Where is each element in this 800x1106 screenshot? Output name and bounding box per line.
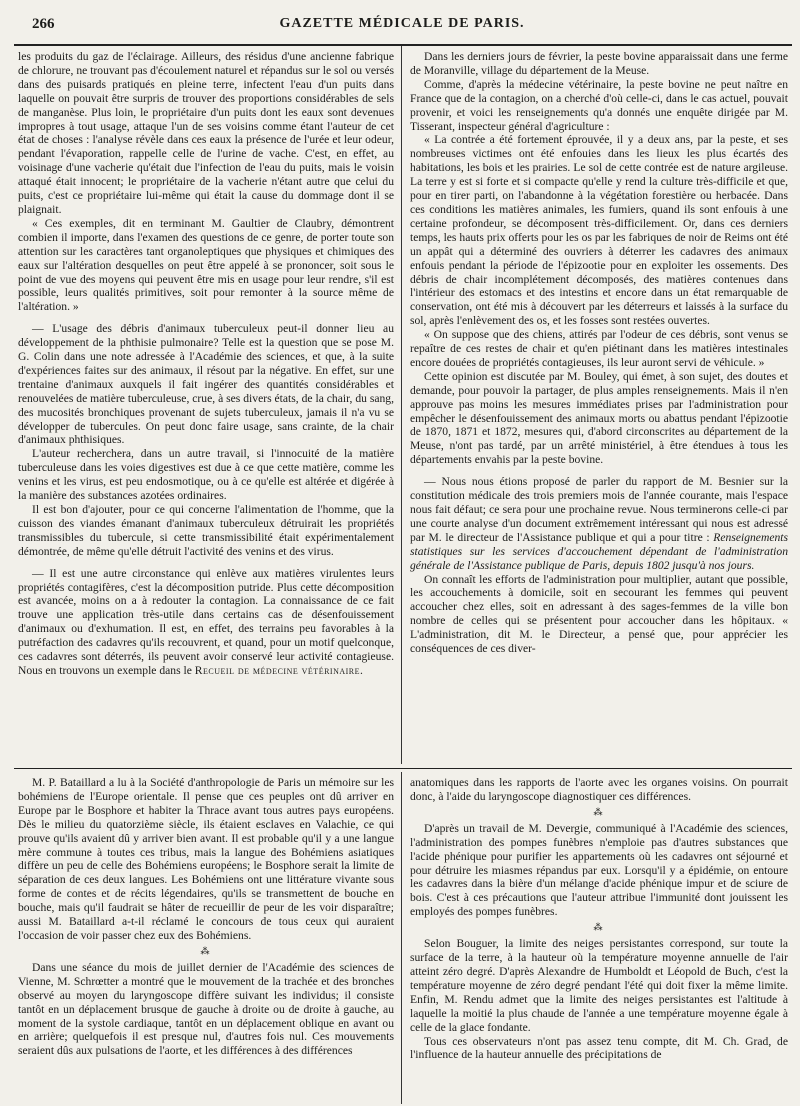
column-top-right [410,50,788,656]
paragraph: Selon Bouguer, la limite des neiges persistantes correspond, sur toute la surface de la terre, à la hauteur où la température moyenne annuelle de l'air atteint zéro degré. D'après Alexandre de Humboldt et Léopold de Buch, c'est la température moyenne de zéro degré pendant l'été qui doit fixer la même limite. Enfin, M. Rendu admet que la limite des neiges persistantes est l'altitude à laquelle la moitié la plus chaude de l'année a une température moyenne égale à celle de la glace fondante. [410,937,788,1034]
paragraph: — L'usage des débris d'animaux tuberculeux peut-il donner lieu au développement de la phthisie pulmonaire? Telle est la question que se pose M. G. Colin dans une note adressée à l'Académie des sciences, et que, à la suite d'expériences faites sur des animaux, il résout par la négative. En effet, sur une trentaine d'animaux auxquels il fait ingérer des quantités considérables et renouvelées de matière tuberculeuse, crue, à ses divers états, de la chair, du sang, des mucosités bronchiques provenant de sujets tuberculeux, jamais il n'a vu se développer de tubercules. On peut donc faire usage, sans crainte, de la chair d'animaux phthisiques. [18,322,394,447]
header-rule [14,44,792,46]
section-separator-stars: ⁂ [593,806,605,817]
paragraph: Dans une séance du mois de juillet dernier de l'Académie des sciences de Vienne, M. Schrœtter a montré que le mouvement de la trachée et des bronches observé au moyen du laryngoscope diffère suivant les individus; il consiste tantôt en un déplacement brusque de gauche à droite ou de droite à gauche, au moment de la systole cardiaque, tantôt en un déplacement oblique en avant ou en arrière; quelquefois il est presque nul, d'autres fois nul. Ces mouvements seraient dûs aux pulsations de l'aorte, et les différences à des différences [18,960,394,1058]
column-divider-bottom [401,772,402,1104]
column-bottom-right [410,776,788,1062]
journal-title: GAZETTE MÉDICALE DE PARIS. [279,16,525,31]
paragraph: « Ces exemples, dit en terminant M. Gaultier de Claubry, démontrent combien il importe, dans l'examen des questions de ce genre, de porter toute son attention sur les caractères tant organoleptiques que physiques et chimiques des eaux sur l'altération desquelles on peut être appelé à se prononcer, soit sous le point de vue des moyens qui peuvent être mis en usage pour leur rendre, s'il est possible, leurs qualités primitives, soit pour remonter à la source même de l'altération. » [18,216,394,314]
paragraph: D'après un travail de M. Devergie, communiqué à l'Académie des sciences, l'administration des pompes funèbres n'emploie pas d'autres substances que l'acide phénique pour purifier les appartements où les cadavres ont séjourné et pour détruire les miasmes répandus par eux. Lorsqu'il y a épidémie, on entoure les cadavres dans la bière d'un mélange d'acide phénique impur et de sciure de bois. C'est à ces précautions que l'auteur attribue l'immunité dont jouissent les employés des pompes funèbres. [410,821,788,919]
paragraph: Dans les derniers jours de février, la peste bovine apparaissait dans une ferme de Moranville, village du département de la Meuse. [410,50,788,77]
column-top-left [18,50,394,678]
section-rule [14,768,792,769]
quotation: « La contrée a été fortement éprouvée, il y a deux ans, par la peste, et ses nombreuses victimes ont été enfouies dans les lieux les plus écartés des habitations, les bois et les prairies. Le sol de cette contrée est de nature argileuse. La terre y est si forte et si compacte qu'elle y rend la culture très-difficile et que, pour en tirer parti, on l'abandonne à la végétation forestière ou herbacée. Dans ces conditions les matières animales, les fumiers, quand ils sont enfouis à une certaine profondeur, se décomposent très-difficilement. Or, dans ces derniers temps, les hauts prix offerts pour les os par les fabriques de noir de Reims ont été un appât qui a déterminé des ouvriers à déterrer les cadavres des animaux enfouis pendant la période de l'épizootie pour en exploiter les ossements. Des débris de chair incomplétement décomposés, des matières contenues dans l'intérieur des estomacs et des intestins et encore dans un état remarquable de conservation, ont été mis à découvert par les déterreurs et laissés à la surface du sol, après l'enlèvement des os, et les fosses sont restées ouvertes. [410,133,788,328]
paragraph: On connaît les efforts de l'administration pour multiplier, autant que possible, les accouchements à domicile, soit en secourant les femmes qui peuvent accoucher chez elles, soit en adressant à des sages-femmes de la ville bon nombre de celles qui se présentent pour accoucher dans les hôpitaux. « L'administration, dit M. le Directeur, a pensé que, pour apprécier les conséquences de ces diver- [410,572,788,656]
paragraph-text: — Il est une autre circonstance qui enlève aux matières virulentes leurs propriétés contagifères, c'est la décomposition putride. Plus cette décomposition est avancée, moins on a à redouter la contagion. La connaissance de ce fait trouve une application très-utile dans certains cas de désenfouissement d'animaux ou d'exhumation. Il est, en effet, des terrains peu favorables à la putréfaction des cadavres qu'ils recouvrent, et quand, pour un motif quelconque, ces cadavres sont déterrés, ils peuvent avoir conservé leur activité contagieuse. Nous en trouvons un exemple dans le [18,566,394,677]
paragraph: M. P. Bataillard a lu à la Société d'anthropologie de Paris un mémoire sur les bohémiens de l'Europe orientale. Il pense que ces peuples ont dû arriver en Europe par le Bosphore et habiter la Thrace avant tous autres pays européens. Dès le milieu du quatorzième siècle, ils étaient esclaves en Valachie, ce qui prouve qu'ils avaient dû y arriver bien avant. Il est probable qu'il y a une langue mère commune à toutes ces tribus, mais la langue des Bohémiens asiatiques diffère un peu de celle des Bohémiens européens; le Bosphore serait la limite de séparation de ces deux langues. Les Bohémiens ont une littérature vivante sous forme de contes et de récits légendaires, qu'ils se transmettent de bouche en bouche, mais qu'il faudrait se hâter de recueillir de peur de les voir disparaître; aussi M. Bataillard a-t-il réclamé le concours de tous ceux qui auraient l'occasion de voir passer chez eux des Bohémiens. [18,776,394,942]
journal-reference: Recueil de médecine vétérinaire. [194,663,364,677]
paragraph-text: — Nous nous étions proposé de parler du rapport de M. Besnier sur la constitution médicale des trois premiers mois de l'année courante, mais l'espace nous fait défaut; ce sera pour une prochaine revue. Nous terminerons celle-ci par une courte analyse d'un document extrêmement intéressant qui nous est adressé par M. le directeur de l'Assistance publique et qui a pour titre : [410,475,788,544]
paragraph: L'auteur recherchera, dans un autre travail, si l'innocuité de la matière tuberculeuse dans les voies digestives est due à ce que cette matière, comme les venins et les virus, est peu endosmotique, ou à ce qu'elle est altérée et digérée à la manière des substances azotées ordinaires. [18,447,394,503]
document-title: Renseignements statistiques sur les services d'accouchement dépendant de l'administration générale de l'Assistance publique de Paris, depuis 1802 jusqu'à nos jours. [410,530,788,572]
paragraph [410,475,788,572]
paragraph [18,567,394,678]
section-separator-stars: ⁂ [593,922,605,933]
paragraph: Tous ces observateurs n'ont pas assez tenu compte, dit M. Ch. Grad, de l'influence de la hauteur annuelle des précipitations de [410,1034,788,1062]
quotation: « On suppose que des chiens, attirés par l'odeur de ces débris, sont venus se repaître de ces restes de chair et qu'en piétinant dans les matières intestinales encore douées de propriétés contagieuses, ils leur auront servi de véhicule. » [410,328,788,369]
paragraph: Cette opinion est discutée par M. Bouley, qui émet, à son sujet, des doutes et demande, pour pouvoir la partager, de plus amples renseignements. Mais il n'en approuve pas moins les mesures immédiates prises par l'administration pour empêcher le désenfouissement des animaux morts ou abattus pendant l'épizootie de 1870, 1871 et 1872, mesures qui, d'abord circonscrites au département de la Meuse, n'ont pas tardé, par un arrêté ministériel, à être étendues à tous les départements envahis par la peste bovine. [410,369,788,467]
section-separator-stars: ⁂ [200,945,212,956]
paragraph: Il est bon d'ajouter, pour ce qui concerne l'alimentation de l'homme, que la cuisson des viandes émanant d'animaux tuberculeux détruirait les propriétés transmissibles du tubercule, si cette transmissibilité était expérimentalement démontrée, de même qu'elle détruit l'activité des venins et des virus. [18,503,394,558]
column-bottom-left [18,776,394,1058]
paragraph: les produits du gaz de l'éclairage. Ailleurs, des résidus d'une ancienne fabrique de chlorure, ne trouvant pas d'écoulement naturel et répandus sur le sol ou versés dans des puisards pratiqués en pleine terre, infectent l'eau d'un puits dans laquelle on pouvait être surpris de trouver des proportions considérables de sels de manganèse. Plus loin, le propriétaire d'un puits dont les eaux sont devenues impropres à tout usage, attaque l'un de ses voisins comme étant l'auteur de cet état de choses : l'analyse révèle dans ces eaux la présence de l'urée et leur odeur, pendant l'évaporation, rappelle celle de l'urine de vache. C'est, en effet, au voisinage d'une vacherie qu'était due l'infection de l'eau du puits, mais le voisin attaqué était innocent; le propriétaire de la vacherie n'étant autre que celui du puits, c'est ce propriétaire lui-même qui était la cause du dommage dont il se plaignait. [18,50,394,216]
page-number: 266 [32,16,55,32]
column-divider-top [401,46,402,764]
paragraph: anatomiques dans les rapports de l'aorte avec les organes voisins. On pourrait donc, à l'aide du laryngoscope diagnostiquer ces différences. [410,776,788,803]
paragraph: Comme, d'après la médecine vétérinaire, la peste bovine ne peut naître en France que de la contagion, on a cherché d'où celle-ci, dans le cas actuel, pouvait provenir, et voici les renseignements qu'a donnés une enquête dirigée par M. Tisserant, inspecteur général d'agriculture : [410,77,788,133]
page-header [14,14,790,36]
